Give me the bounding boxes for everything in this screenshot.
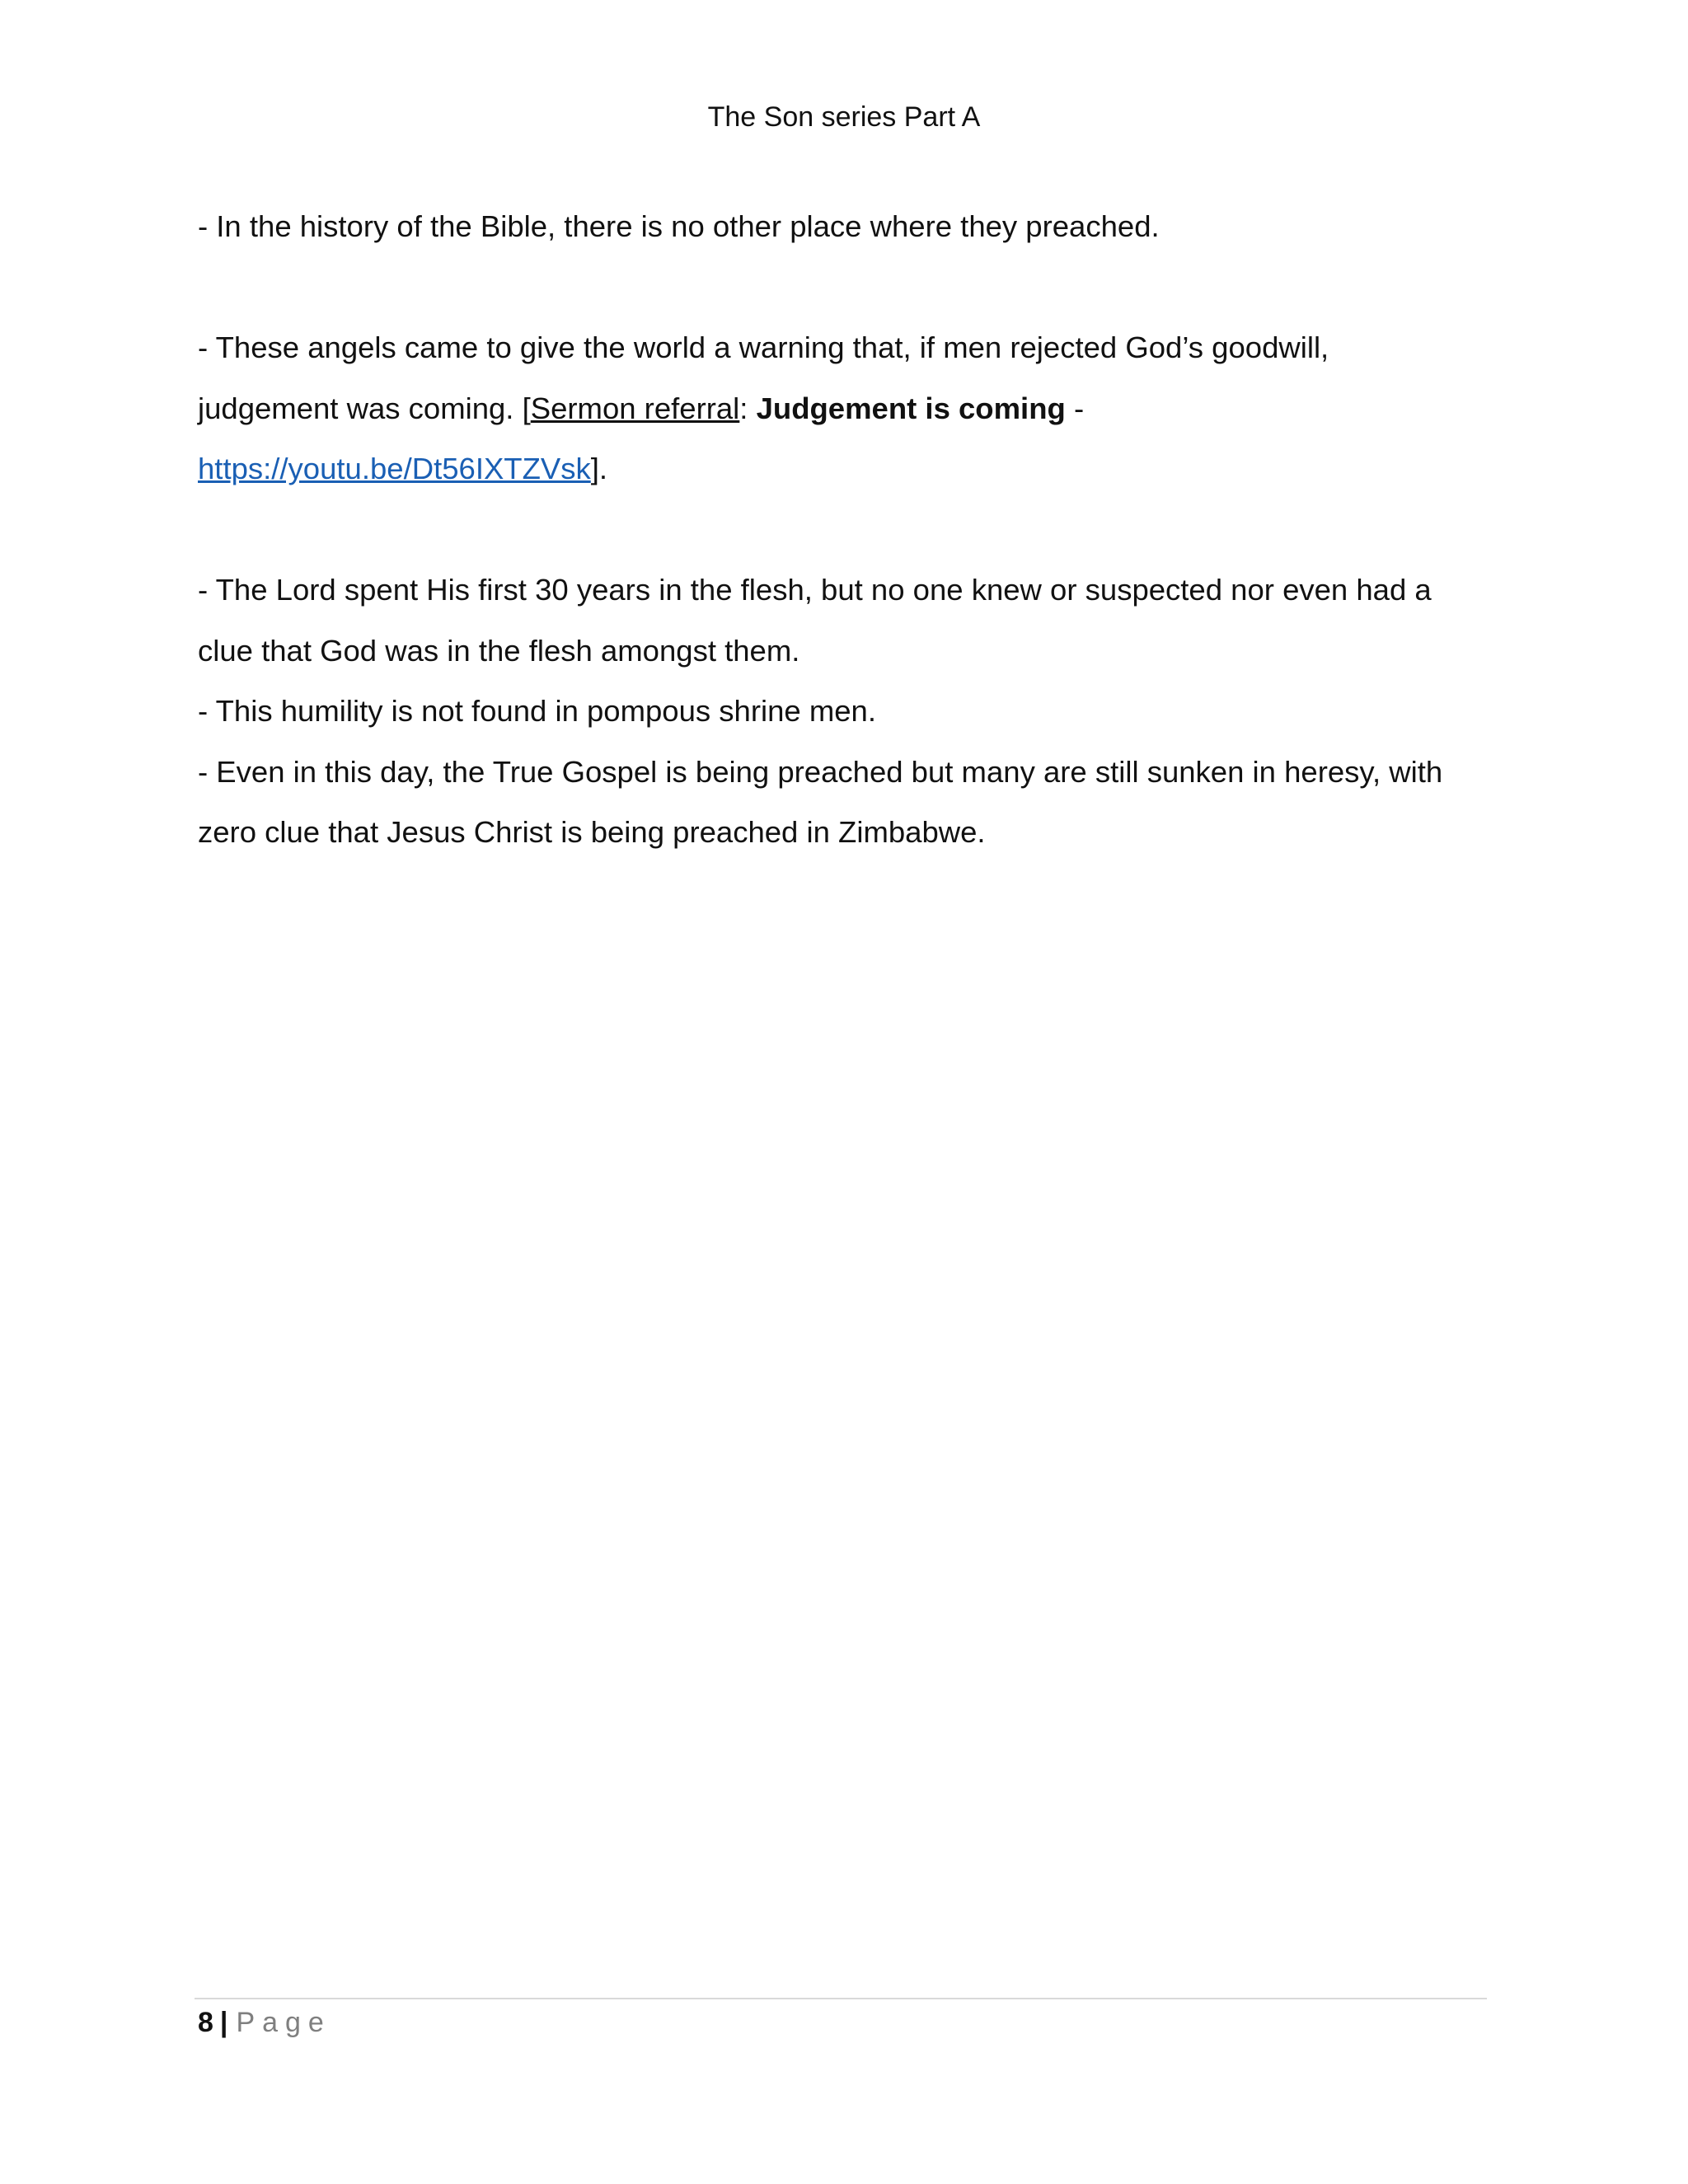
page-footer (198, 2004, 331, 2041)
paragraph-angels-line-1: - These angels came to give the world a warning that, if men rejected God’s goodwill, (198, 330, 1329, 364)
page-number: 8 (198, 2007, 213, 2038)
paragraph-lord-line-2: clue that God was in the flesh amongst them. (198, 633, 800, 668)
paragraph-lord-line-1: - The Lord spent His first 30 years in the flesh, but no one knew or suspected nor even had a (198, 573, 1432, 607)
paragraph-spacer (198, 257, 1500, 318)
sermon-referral-label: Sermon referral (530, 391, 740, 425)
paragraph-history: - In the history of the Bible, there is no other place where they preached. (198, 209, 1160, 243)
dash-text: - (1065, 391, 1085, 425)
colon-text: : (739, 391, 757, 425)
youtube-link[interactable]: https://youtu.be/Dt56IXTZVsk (198, 452, 591, 485)
page-label: Page (236, 2007, 331, 2038)
paragraph-angels-line-3 (198, 438, 1500, 499)
paragraph-spacer (198, 499, 1500, 560)
paragraph-gospel-line-1: - Even in this day, the True Gospel is being preached but many are still sunken in heresy, with (198, 754, 1443, 789)
paragraph-gospel-line-2: zero clue that Jesus Christ is being preached in Zimbabwe. (198, 815, 986, 849)
running-header: The Son series Part A (707, 101, 981, 133)
sermon-title: Judgement is coming (756, 391, 1066, 425)
judgement-text: judgement was coming. [ (198, 391, 531, 425)
paragraph-angels-line-2 (198, 378, 1500, 439)
link-close-text: ]. (590, 452, 608, 485)
footer-divider (195, 1998, 1487, 1999)
body-text (198, 196, 1500, 863)
footer-separator: | (219, 2007, 228, 2038)
paragraph-humility: - This humility is not found in pompous shrine men. (198, 694, 876, 728)
